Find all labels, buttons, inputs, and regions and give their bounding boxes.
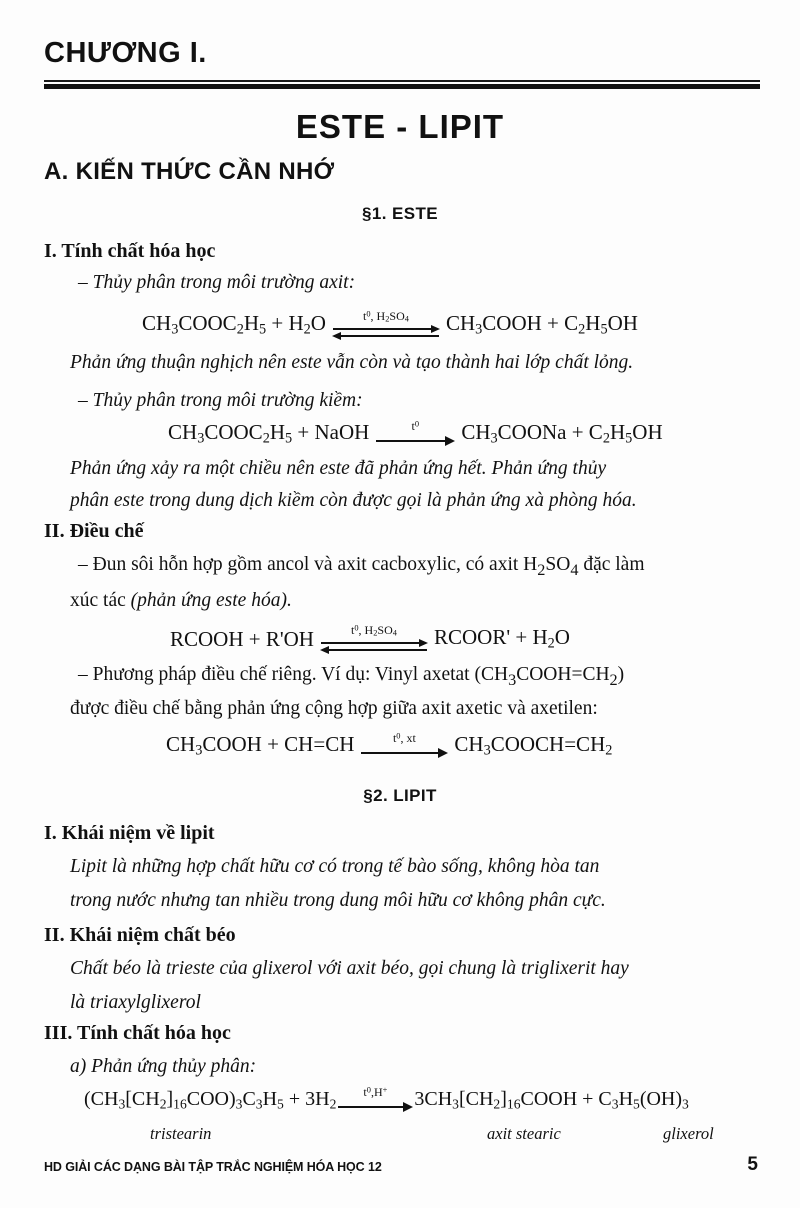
heading-este-dieu-che: II. Điều chế [44,520,144,542]
lipit-definition-line2: trong nước nhưng tan nhiều trong dung môi hữu cơ không phân cực. [70,890,606,911]
equation-hydrolysis-base [168,420,663,448]
arrow-glyph [333,326,439,340]
forward-arrow-icon [376,420,454,448]
special-line1-sub1: 3 [508,670,517,689]
equation-right-side: $CH_3COOH + C_2H_5OH$ [445,311,638,338]
equilibrium-arrow-icon [321,624,427,654]
forward-arrow-icon [338,1086,412,1114]
arrow-glyph [361,746,447,760]
heading-lipit-tinh-chat: III. Tính chất hóa học [44,1022,231,1044]
prep-line2-italic: (phản ứng este hóa). [130,590,292,611]
equation-left-side: $(CH_3[CH_2]_{16}COO)_3C_3H_5 + 3H_2$ [84,1087,337,1112]
lead-hydrolysis-base: – Thủy phân trong môi trường kiềm: [78,390,363,411]
lead-hydrolysis-acid: – Thủy phân trong môi trường axit: [78,272,356,293]
arrow-label-conditions: $t^0$, $H_2SO_4$ [351,623,397,638]
footer-book-title: HD GIẢI CÁC DẠNG BÀI TẬP TRẮC NGHIỆM HÓA HỌC 12 [44,1160,382,1174]
special-line1-text-c: ) [617,664,625,685]
prep-line1-text-a: – Đun sôi hỗn hợp gồm ancol và axit cacboxylic, có axit H [78,554,538,575]
heading-lipit-khai-niem: I. Khái niệm về lipit [44,822,215,844]
arrow-glyph [376,434,454,448]
subsection-title-este: §1. ESTE [362,204,438,223]
page-title: ESTE - LIPIT [295,108,505,145]
special-line1-text-a: – Phương pháp điều chế riêng. Ví dụ: Vinyl axetat (CH [78,664,509,685]
fat-definition-line2: là triaxylglixerol [70,992,201,1013]
arrow-label-conditions: $t^0$ [411,419,420,433]
caption-tristearin: tristearin [150,1124,212,1143]
equation-left-side: $CH_3COOC_2H_5$ + NaOH [168,420,370,447]
prep-line1-sub1: 2 [537,560,546,579]
lead-fat-hydrolysis: a) Phản ứng thủy phân: [70,1056,257,1077]
equation-left-side: $CH_3COOC_2H_5 + H_2O$ [142,311,326,338]
caption-glixerol: glixerol [663,1124,714,1143]
note-hydrolysis-base-line2: phân este trong dung dịch kiềm còn được gọi là phản ứng xà phòng hóa. [70,490,637,511]
arrow-glyph [338,1100,412,1114]
equation-vinyl-acetate [166,732,612,760]
arrow-label-conditions: $t^0$, xt [392,731,416,745]
prep-line1-text-c: đặc làm [578,554,645,575]
prep-line1-sub2: 4 [570,560,579,579]
prep-line1 [78,554,645,580]
chapter-header [44,38,760,68]
chapter-label: CHƯƠNG I. [44,37,207,69]
fat-definition-line1: Chất béo là trieste của glixerol với axit béo, gọi chung là triglixerit hay [70,958,629,979]
equation-hydrolysis-acid [142,310,638,340]
forward-arrow-icon [361,732,447,760]
prep-line2-text: xúc tác [70,590,131,611]
equation-esterification [170,624,570,654]
equation-left-side: RCOOH + R'OH [170,626,314,651]
equilibrium-arrow-icon [333,310,439,340]
special-line1-sub2: 2 [609,670,618,689]
subsection-title-lipit: §2. LIPIT [363,786,437,805]
divider-thick-line [44,84,760,89]
equation-left-side: $CH_3COOH + CH=CH$ [166,732,355,759]
equation-right-side: $CH_3COOCH=CH_2$ [454,732,613,759]
note-hydrolysis-acid: Phản ứng thuận nghịch nên este vẫn còn và tạo thành hai lớp chất lỏng. [70,352,634,373]
heading-chat-beo: II. Khái niệm chất béo [44,924,236,946]
equation-right-side: $CH_3COONa + C_2H_5OH$ [461,420,663,447]
equation-fat-hydrolysis [84,1086,689,1114]
note-hydrolysis-base-line1: Phản ứng xảy ra một chiều nên este đã phản ứng hết. Phản ứng thủy [70,458,607,479]
caption-axit-stearic: axit stearic [487,1124,561,1143]
equation-right-side: $3CH_3[CH_2]_{16}COOH + C_3H_5(OH)_3$ [414,1087,689,1112]
arrow-label-conditions: $t^0,H^+$ [363,1085,388,1099]
arrow-glyph [321,640,427,654]
equation-right-side: RCOOR' + $H_2O$ [433,625,570,652]
header-divider-rule [44,80,760,89]
special-prep-line1 [78,664,624,690]
prep-line1-text-b: SO [545,554,571,575]
special-prep-line2: được điều chế bằng phản ứng cộng hợp giữa axit axetic và axetilen: [70,698,598,719]
prep-line2 [70,590,292,612]
footer-page-number: 5 [747,1154,758,1175]
arrow-label-conditions: $t^0$, $H_2SO_4$ [363,309,409,324]
lipit-definition-line1: Lipit là những hợp chất hữu cơ có trong tế bào sống, không hòa tan [70,856,600,877]
heading-este-tinh-chat: I. Tính chất hóa học [44,240,216,262]
section-heading-a: A. KIẾN THỨC CẦN NHỚ [44,158,335,185]
special-line1-text-b: COOH=CH [516,664,610,685]
